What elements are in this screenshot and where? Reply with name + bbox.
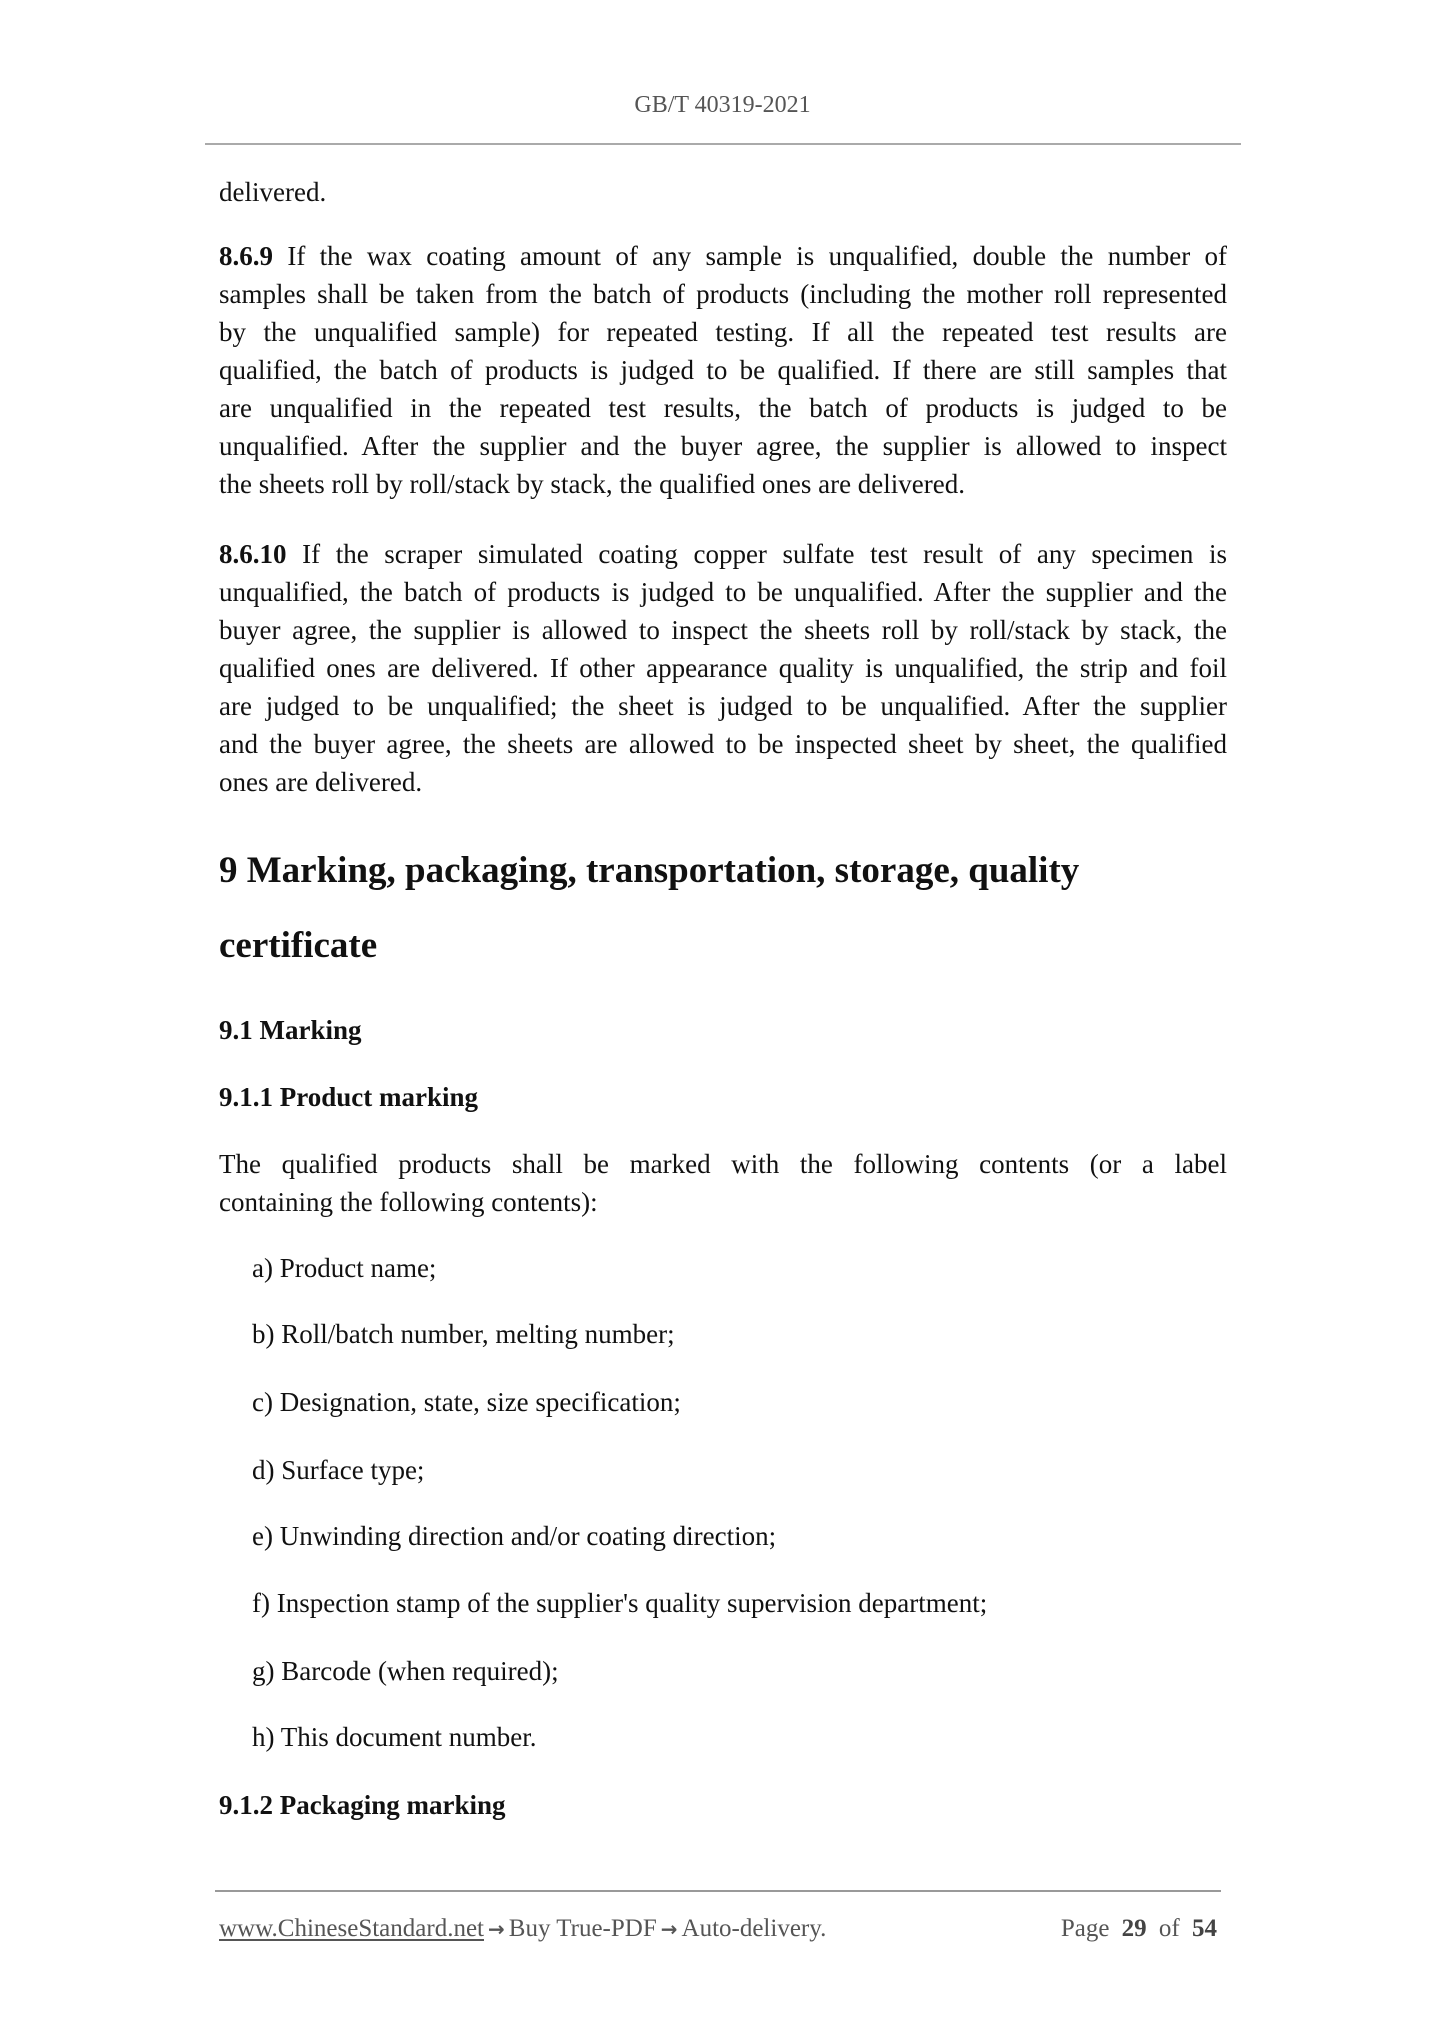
- paragraph-line: [219, 538, 1227, 570]
- paragraph-line: samples shall be taken from the batch of products (including the mother roll represented: [219, 279, 1227, 309]
- list-item: d) Surface type;: [252, 1455, 425, 1485]
- footer-step-delivery: Auto-delivery.: [681, 1915, 827, 1942]
- clause-number: 8.6.10: [219, 539, 287, 569]
- of-label: of: [1158, 1915, 1180, 1942]
- section-heading-9: 9 Marking, packaging, transportation, storage, quality: [219, 850, 1080, 891]
- footer-step-buy: Buy True-PDF: [508, 1915, 657, 1942]
- website-link[interactable]: www.ChineseStandard.net: [219, 1915, 484, 1942]
- paragraph-line: are unqualified in the repeated test results, the batch of products is judged to be: [219, 393, 1227, 423]
- paragraph-line: ones are delivered.: [219, 767, 423, 797]
- arrow-right-icon: →: [660, 1917, 678, 1941]
- paragraph-line: [219, 240, 1227, 272]
- paragraph-line: by the unqualified sample) for repeated testing. If all the repeated test results are: [219, 317, 1227, 347]
- list-item: h) This document number.: [252, 1722, 537, 1752]
- paragraph-line: buyer agree, the supplier is allowed to inspect the sheets roll by roll/stack by stack, the: [219, 615, 1227, 645]
- footer-divider: [215, 1890, 1221, 1892]
- subsection-heading-9-1-2: 9.1.2 Packaging marking: [219, 1790, 506, 1820]
- list-item: e) Unwinding direction and/or coating direction;: [252, 1521, 777, 1551]
- list-item: f) Inspection stamp of the supplier's quality supervision department;: [252, 1588, 988, 1618]
- line-text: If the wax coating amount of any sample is unqualified, double the number of: [287, 241, 1227, 271]
- paragraph-line: the sheets roll by roll/stack by stack, the qualified ones are delivered.: [219, 469, 966, 499]
- section-heading-9-continued: certificate: [219, 925, 378, 966]
- page-number: [1061, 1912, 1217, 1946]
- page-header-title: GB/T 40319-2021: [634, 92, 811, 118]
- paragraph-line: unqualified. After the supplier and the buyer agree, the supplier is allowed to inspect: [219, 431, 1227, 461]
- total-pages: 54: [1192, 1915, 1217, 1942]
- list-item: g) Barcode (when required);: [252, 1656, 559, 1686]
- paragraph-line: qualified, the batch of products is judged to be qualified. If there are still samples that: [219, 355, 1227, 385]
- intro-line: containing the following contents):: [219, 1187, 598, 1217]
- subsection-heading-9-1-1: 9.1.1 Product marking: [219, 1082, 479, 1112]
- footer-promo: [219, 1912, 826, 1946]
- line-text: If the scraper simulated coating copper sulfate test result of any specimen is: [302, 539, 1228, 569]
- current-page: 29: [1121, 1915, 1147, 1942]
- subsection-heading-9-1: 9.1 Marking: [219, 1015, 362, 1045]
- arrow-right-icon: →: [488, 1917, 505, 1941]
- intro-line: The qualified products shall be marked with the following contents (or a label: [219, 1149, 1227, 1179]
- list-item: b) Roll/batch number, melting number;: [252, 1319, 675, 1349]
- page-label: Page: [1060, 1915, 1110, 1942]
- list-item: a) Product name;: [252, 1253, 437, 1283]
- header-divider: [205, 143, 1241, 145]
- paragraph-line: and the buyer agree, the sheets are allowed to be inspected sheet by sheet, the qualified: [219, 729, 1227, 759]
- continuation-text: delivered.: [219, 177, 327, 207]
- paragraph-line: unqualified, the batch of products is judged to be unqualified. After the supplier and the: [219, 577, 1227, 607]
- list-item: c) Designation, state, size specification;: [252, 1387, 681, 1417]
- clause-number: 8.6.9: [219, 241, 273, 271]
- page-footer: [219, 1912, 1219, 1946]
- paragraph-line: are judged to be unqualified; the sheet is judged to be unqualified. After the supplier: [219, 691, 1227, 721]
- paragraph-line: qualified ones are delivered. If other appearance quality is unqualified, the strip and foil: [219, 653, 1227, 683]
